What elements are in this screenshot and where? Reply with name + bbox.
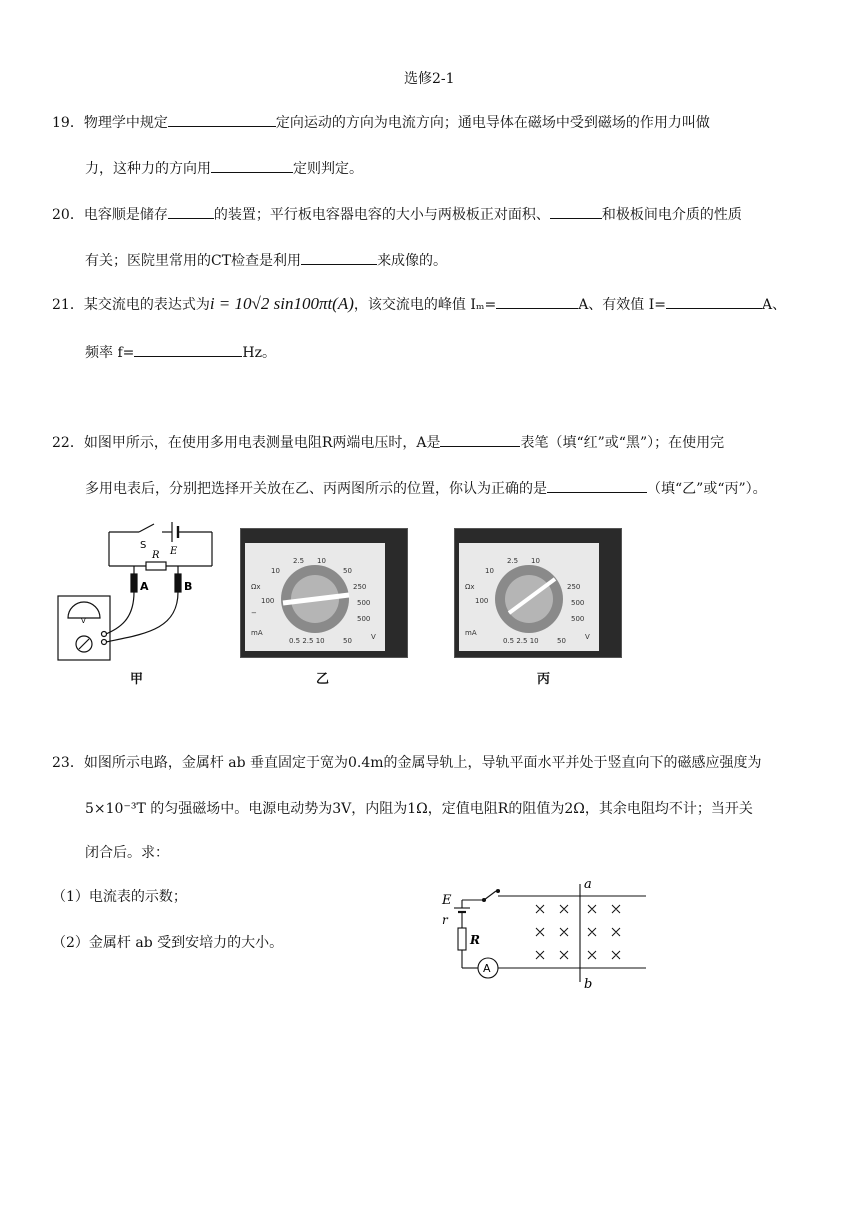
figure-jia-circuit	[54, 510, 224, 670]
question-19-line-2	[85, 158, 363, 178]
q21-blank-3[interactable]	[134, 342, 242, 357]
page-header: 选修2-1	[404, 71, 455, 87]
svg-text:mA: mA	[251, 629, 263, 637]
q22-text-d: （填“乙”或“丙”）。	[647, 481, 767, 497]
svg-text:50: 50	[557, 637, 566, 645]
q19-text-c: 力，这种力的方向用	[85, 161, 211, 177]
svg-text:50: 50	[343, 637, 352, 645]
svg-text:500: 500	[357, 599, 371, 607]
question-20-line-1	[52, 204, 742, 224]
q20-text-c: 和极板间电介质的性质	[601, 207, 742, 223]
question-23-line-3: 闭合后。求：	[85, 845, 169, 861]
q20-text-d: 有关；医院里常用的CT检查是利用	[85, 253, 302, 269]
q21-blank-1[interactable]	[496, 294, 578, 309]
q21-text-f: Hz。	[242, 345, 276, 361]
circuit-jia-label-r: R	[152, 550, 160, 561]
question-21-line-1	[52, 294, 786, 314]
q20-text-e: 来成像的。	[377, 253, 448, 269]
svg-text:0.5 2.5 10: 0.5 2.5 10	[289, 637, 325, 645]
q20-text-a: 20．电容顺是储存	[52, 207, 168, 223]
svg-text:2.5: 2.5	[507, 557, 519, 565]
figure-label-jia: 甲	[130, 672, 144, 687]
q21-blank-2[interactable]	[666, 294, 762, 309]
q23-label-ammeter: A	[483, 962, 491, 975]
svg-text:2.5: 2.5	[293, 557, 305, 565]
question-22-line-2	[85, 478, 767, 498]
question-23-sub-1: （1）电流表的示数；	[52, 889, 187, 905]
circuit-jia-label-a: A	[140, 580, 149, 593]
q23-label-r-small: r	[442, 913, 448, 927]
q23-label-b: b	[584, 977, 593, 992]
q21-text-e: 频率 f=	[85, 345, 135, 361]
question-23-line-1: 23．如图所示电路，金属杆 ab 垂直固定于宽为0.4m的金属导轨上，导轨平面水平并处于竖直向下的磁感应强度为	[52, 755, 762, 771]
q19-text-d: 定则判定。	[293, 161, 363, 177]
svg-text:500: 500	[571, 599, 585, 607]
svg-text:10: 10	[485, 567, 494, 575]
q20-blank-3[interactable]	[301, 250, 377, 265]
circuit-jia-label-v: V	[81, 617, 86, 625]
svg-text:Ωx: Ωx	[251, 583, 261, 591]
q21-text-b: ，该交流电的峰值 Iₘ=	[353, 297, 497, 313]
q21-formula: i = 10√2 sin100πt(A)	[209, 294, 354, 313]
figure-q23-circuit	[436, 874, 656, 992]
figure-yi-multimeter-photo	[240, 528, 408, 658]
svg-text:250: 250	[353, 583, 367, 591]
q23-label-a: a	[584, 877, 592, 892]
svg-text:0.5 2.5 10: 0.5 2.5 10	[503, 637, 539, 645]
svg-text:10: 10	[271, 567, 280, 575]
question-22-line-1	[52, 432, 724, 452]
figure-label-yi: 乙	[316, 672, 330, 687]
svg-text:10: 10	[531, 557, 540, 565]
circuit-jia-label-b: B	[184, 580, 193, 593]
figure-bing-multimeter-photo	[454, 528, 622, 658]
svg-text:50: 50	[343, 567, 352, 575]
svg-text:−: −	[251, 609, 257, 617]
q21-text-a: 21．某交流电的表达式为	[52, 297, 210, 313]
svg-text:500: 500	[357, 615, 371, 623]
svg-text:250: 250	[567, 583, 581, 591]
question-21-line-2	[85, 342, 276, 362]
q21-text-d: A、	[762, 297, 787, 313]
svg-text:100: 100	[261, 597, 275, 605]
question-23-line-2: 5×10⁻³T 的匀强磁场中。电源电动势为3V，内阻为1Ω，定值电阻R的阻值为2Ω，其余电阻均不计；当开关	[85, 801, 753, 817]
svg-text:V: V	[585, 633, 590, 641]
question-23-sub-2: （2）金属杆 ab 受到安培力的大小。	[52, 935, 284, 951]
svg-text:500: 500	[571, 615, 585, 623]
q19-blank-1[interactable]	[168, 112, 276, 127]
svg-text:Ωx: Ωx	[465, 583, 475, 591]
svg-text:100: 100	[475, 597, 489, 605]
q22-blank-1[interactable]	[440, 432, 520, 447]
q22-text-b: 表笔（填“红”或“黑”）；在使用完	[520, 435, 725, 451]
q22-blank-2[interactable]	[547, 478, 647, 493]
q19-blank-2[interactable]	[211, 158, 293, 173]
circuit-jia-label-e: E	[170, 546, 178, 557]
question-20-line-2	[85, 250, 447, 270]
figure-label-bing: 丙	[537, 672, 551, 687]
svg-text:10: 10	[317, 557, 326, 565]
q19-text-a: 19．物理学中规定	[52, 115, 168, 131]
q20-blank-2[interactable]	[550, 204, 602, 219]
q23-label-e: E	[442, 893, 452, 908]
circuit-jia-label-s: S	[140, 540, 147, 551]
svg-text:V: V	[371, 633, 376, 641]
q21-text-c: A、有效值 I=	[578, 297, 667, 313]
q19-text-b: 定向运动的方向为电流方向；通电导体在磁场中受到磁场的作用力叫做	[275, 115, 710, 131]
svg-text:mA: mA	[465, 629, 477, 637]
q20-blank-1[interactable]	[168, 204, 214, 219]
q22-text-a: 22．如图甲所示，在使用多用电表测量电阻R两端电压时，A是	[52, 435, 441, 451]
question-19-line-1	[52, 112, 710, 132]
q22-text-c: 多用电表后，分别把选择开关放在乙、丙两图所示的位置，你认为正确的是	[85, 481, 547, 497]
q23-label-r-big: R	[470, 933, 480, 947]
q20-text-b: 的装置；平行板电容器电容的大小与两极板正对面积、	[213, 207, 550, 223]
